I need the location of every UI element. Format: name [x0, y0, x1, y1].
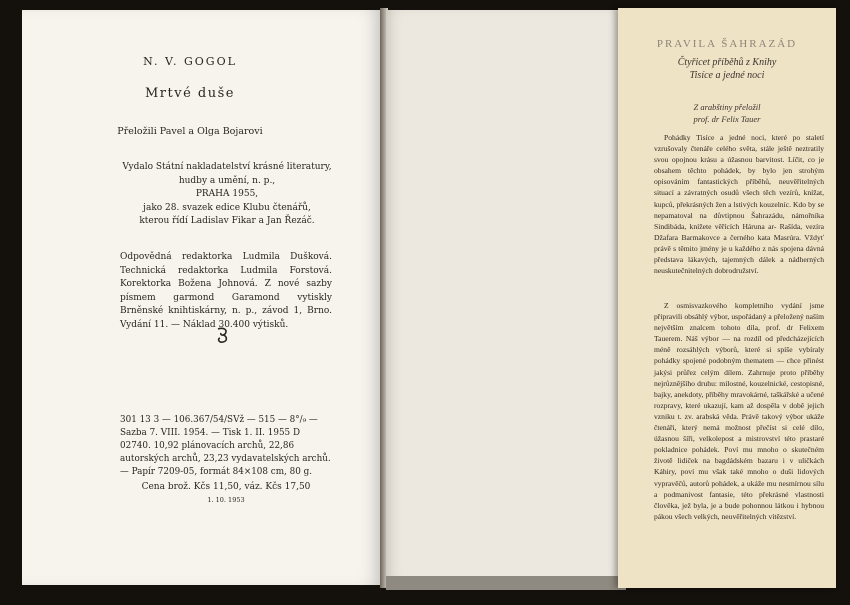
flap-translation-note: [618, 102, 836, 125]
flap-title-line: Čtyřicet příběhů z Knihy: [677, 57, 777, 68]
colophon-block: 301 13 3 — 106.367/54/SVž — 515 — 8°/₉ — Sazba 7. VIII. 1954. — Tisk 1. II. 1955 D 02740. 10,92 plánovacích archů, 22,86 autorských archů, 23,23 vydavatelských archů. — Papír 7209-05, formát 84×108 cm, 80 g.: [120, 415, 331, 477]
binding-cloth: [386, 576, 626, 590]
publisher-line: hudby a umění, n. p.,: [178, 175, 276, 186]
publisher-line: jako 28. svazek edice Klubu čtenářů,: [143, 202, 311, 213]
flap-translation-line: prof. dr Felix Tauer: [693, 113, 761, 124]
flap-paragraph: Pohádky Tisíce a jedné noci, které po staletí vzrušovaly čtenáře celého světa, stále ještě neztratily svou opojnou krásu a úžasnou barvitost. Líčit, co je obsahem těchto pohádek, by bylo jen strohým opisováním fantastických příběhů, neuvěřitelných situací a závratných osudů všech těch vezírů, knížat, kupců, překrásných žen a lstivých kouzelníc. Kdo by se nepamatoval na důvtipnou Šahrazádu, námořníka Sindibáda, knížete věřících Háruna ar- Rašída, vezíra Džafara Barmakovce a černého kata Masrúra. Vždyť právě s těmito jmény je u každého z nás spojena dávná představa lákavých, tajemných dálek a nádherných neuskutečnitelných dobrodružství.: [654, 133, 824, 276]
author-name: N. V. GOGOL: [143, 55, 237, 68]
flap-title: [618, 56, 836, 82]
price-date: 1. 10. 1953: [207, 496, 245, 504]
publisher-block: [120, 161, 334, 229]
right-blank-page: [386, 10, 618, 582]
editors-paragraph: Odpovědná redaktorka Ludmila Dušková. Technická redaktorka Ludmila Forstová. Korektorka Božena Johnová. Z nové sazby písmem garmond Garamond vytiskly Brněnské knihtiskárny, n. p., závod 1, Brno. Vydání 11. — Náklad 30.400 výtisků.: [120, 252, 332, 330]
publisher-logo-icon: [214, 326, 232, 344]
flap-author: PRAVILA ŠAHRAZÁD: [656, 38, 798, 50]
price-line: Cena brož. Kčs 11,50, váz. Kčs 17,50: [141, 482, 311, 492]
translators-line: Přeložili Pavel a Olga Bojarovi: [117, 126, 263, 137]
book-title: Mrtvé duše: [145, 86, 235, 101]
publisher-line: Vydalo Státní nakladatelství krásné literatury,: [122, 162, 332, 172]
dust-jacket-flap: [618, 8, 836, 588]
flap-paragraph: Z osmisvazkového kompletního vydání jsme připravili obsáhlý výbor, uspořádaný a přeložený naším největším znalcem tohoto díla, prof. dr Felixem Tauerem. Náš výbor — na rozdíl od předcházejících méně rozsáhlých výborů, které si spíše vybíraly pohádky spojené podobným thematem — chce přinést jakýsi průřez celým dílem. Zahrnuje proto příběhy nejrůznějšího druhu: milostné, kouzelnické, cestopisné, bajky, anekdoty, příběhy mravokárné, taškářské a učené rozpravy, které ukazují, kam až dospěla v době jejich vzniku t. zv. arabská věda. Právě takový výbor ukáže čtenáři, který nemá možnost přečíst si celé dílo, úžasnou šíři, velkolepost a mistrovství této prastaré pokladnice pohádek. Poví mu mnoho o skutečném životě lidiček na bagdádském bazaru i v uličkách Káhiry, poví mu však také mnoho o duši lidových vypravěčů, autorů pohádek, a ukáže mu nesmírnou sílu a podmanivost fantasie, této překrásné vlastnosti člověka, jež byla, je a bude pohonnou látkou i hybnou pákou všech velkých, neuvěřitelných vítězství.: [654, 301, 824, 521]
flap-translation-line: Z arabštiny přeložil: [693, 102, 761, 112]
publisher-line: PRAHA 1955,: [195, 189, 259, 199]
flap-title-line: Tisíce a jedné noci: [689, 70, 765, 81]
left-page: [22, 10, 380, 585]
publisher-line: kterou řídí Ladislav Fikar a Jan Řezáč.: [139, 216, 315, 226]
